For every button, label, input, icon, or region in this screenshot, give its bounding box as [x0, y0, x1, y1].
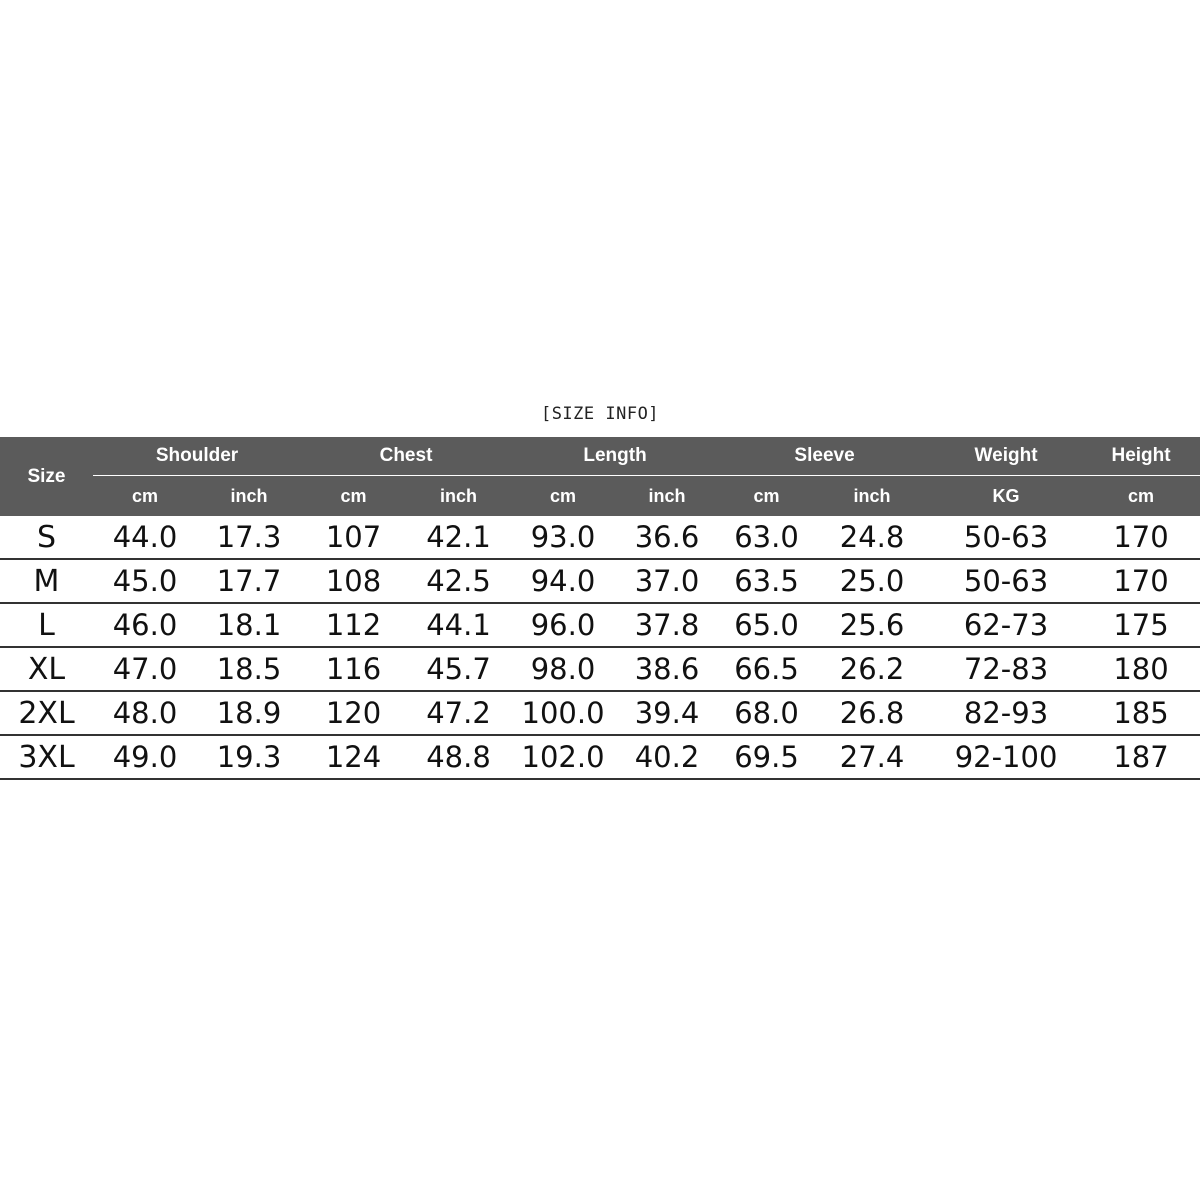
header-group-row — [0, 437, 1200, 476]
table-cell: 107 — [301, 516, 406, 559]
table-cell: 65.0 — [719, 603, 814, 647]
header-unit-row — [0, 476, 1200, 517]
sleeve-cm-unit: cm — [719, 476, 814, 517]
table-row — [0, 735, 1200, 779]
table-cell: 45.0 — [93, 559, 197, 603]
table-cell: 47.2 — [406, 691, 511, 735]
table-cell: 38.6 — [615, 647, 719, 691]
length-header: Length — [511, 437, 719, 476]
chest-header: Chest — [301, 437, 511, 476]
table-row — [0, 691, 1200, 735]
size-chart-table — [0, 437, 1200, 780]
table-cell: 96.0 — [511, 603, 615, 647]
table-cell: 25.6 — [814, 603, 930, 647]
table-cell: 27.4 — [814, 735, 930, 779]
table-cell: 124 — [301, 735, 406, 779]
table-cell: 100.0 — [511, 691, 615, 735]
table-cell: 108 — [301, 559, 406, 603]
table-cell: 17.7 — [197, 559, 301, 603]
table-cell: 82-93 — [930, 691, 1082, 735]
size-cell: XL — [0, 647, 93, 691]
length-cm-unit: cm — [511, 476, 615, 517]
table-cell: 18.9 — [197, 691, 301, 735]
chest-inch-unit: inch — [406, 476, 511, 517]
table-cell: 26.8 — [814, 691, 930, 735]
table-cell: 45.7 — [406, 647, 511, 691]
shoulder-cm-unit: cm — [93, 476, 197, 517]
table-row — [0, 603, 1200, 647]
table-cell: 66.5 — [719, 647, 814, 691]
table-cell: 40.2 — [615, 735, 719, 779]
table-cell: 18.5 — [197, 647, 301, 691]
table-cell: 170 — [1082, 559, 1200, 603]
table-cell: 69.5 — [719, 735, 814, 779]
height-cm-unit: cm — [1082, 476, 1200, 517]
table-cell: 24.8 — [814, 516, 930, 559]
table-cell: 63.5 — [719, 559, 814, 603]
sleeve-header: Sleeve — [719, 437, 930, 476]
table-cell: 102.0 — [511, 735, 615, 779]
table-cell: 39.4 — [615, 691, 719, 735]
weight-kg-unit: KG — [930, 476, 1082, 517]
size-cell: S — [0, 516, 93, 559]
table-cell: 68.0 — [719, 691, 814, 735]
length-inch-unit: inch — [615, 476, 719, 517]
size-cell: M — [0, 559, 93, 603]
size-rows — [0, 516, 1200, 779]
shoulder-header: Shoulder — [93, 437, 301, 476]
table-cell: 47.0 — [93, 647, 197, 691]
table-cell: 98.0 — [511, 647, 615, 691]
table-caption: [SIZE INFO] — [540, 404, 660, 424]
table-cell: 92-100 — [930, 735, 1082, 779]
table-cell: 93.0 — [511, 516, 615, 559]
table-row — [0, 516, 1200, 559]
table-cell: 94.0 — [511, 559, 615, 603]
height-header: Height — [1082, 437, 1200, 476]
table-cell: 37.8 — [615, 603, 719, 647]
table-cell: 49.0 — [93, 735, 197, 779]
table-cell: 185 — [1082, 691, 1200, 735]
table-cell: 112 — [301, 603, 406, 647]
table-cell: 72-83 — [930, 647, 1082, 691]
table-row — [0, 647, 1200, 691]
table-cell: 44.0 — [93, 516, 197, 559]
table-cell: 37.0 — [615, 559, 719, 603]
table-cell: 25.0 — [814, 559, 930, 603]
table-cell: 36.6 — [615, 516, 719, 559]
sleeve-inch-unit: inch — [814, 476, 930, 517]
table-cell: 26.2 — [814, 647, 930, 691]
size-cell: L — [0, 603, 93, 647]
table-cell: 48.0 — [93, 691, 197, 735]
table-cell: 17.3 — [197, 516, 301, 559]
table-cell: 18.1 — [197, 603, 301, 647]
shoulder-inch-unit: inch — [197, 476, 301, 517]
table-cell: 44.1 — [406, 603, 511, 647]
table-cell: 175 — [1082, 603, 1200, 647]
table-cell: 63.0 — [719, 516, 814, 559]
table-cell: 42.5 — [406, 559, 511, 603]
table-cell: 116 — [301, 647, 406, 691]
table-cell: 62-73 — [930, 603, 1082, 647]
size-cell: 2XL — [0, 691, 93, 735]
table-row — [0, 559, 1200, 603]
chest-cm-unit: cm — [301, 476, 406, 517]
table-cell: 180 — [1082, 647, 1200, 691]
table-cell: 46.0 — [93, 603, 197, 647]
table-cell: 50-63 — [930, 559, 1082, 603]
table-cell: 170 — [1082, 516, 1200, 559]
table-cell: 120 — [301, 691, 406, 735]
table-cell: 42.1 — [406, 516, 511, 559]
table-cell: 50-63 — [930, 516, 1082, 559]
table-cell: 187 — [1082, 735, 1200, 779]
weight-header: Weight — [930, 437, 1082, 476]
size-cell: 3XL — [0, 735, 93, 779]
table-cell: 48.8 — [406, 735, 511, 779]
table-cell: 19.3 — [197, 735, 301, 779]
size-column-header: Size — [0, 437, 93, 516]
